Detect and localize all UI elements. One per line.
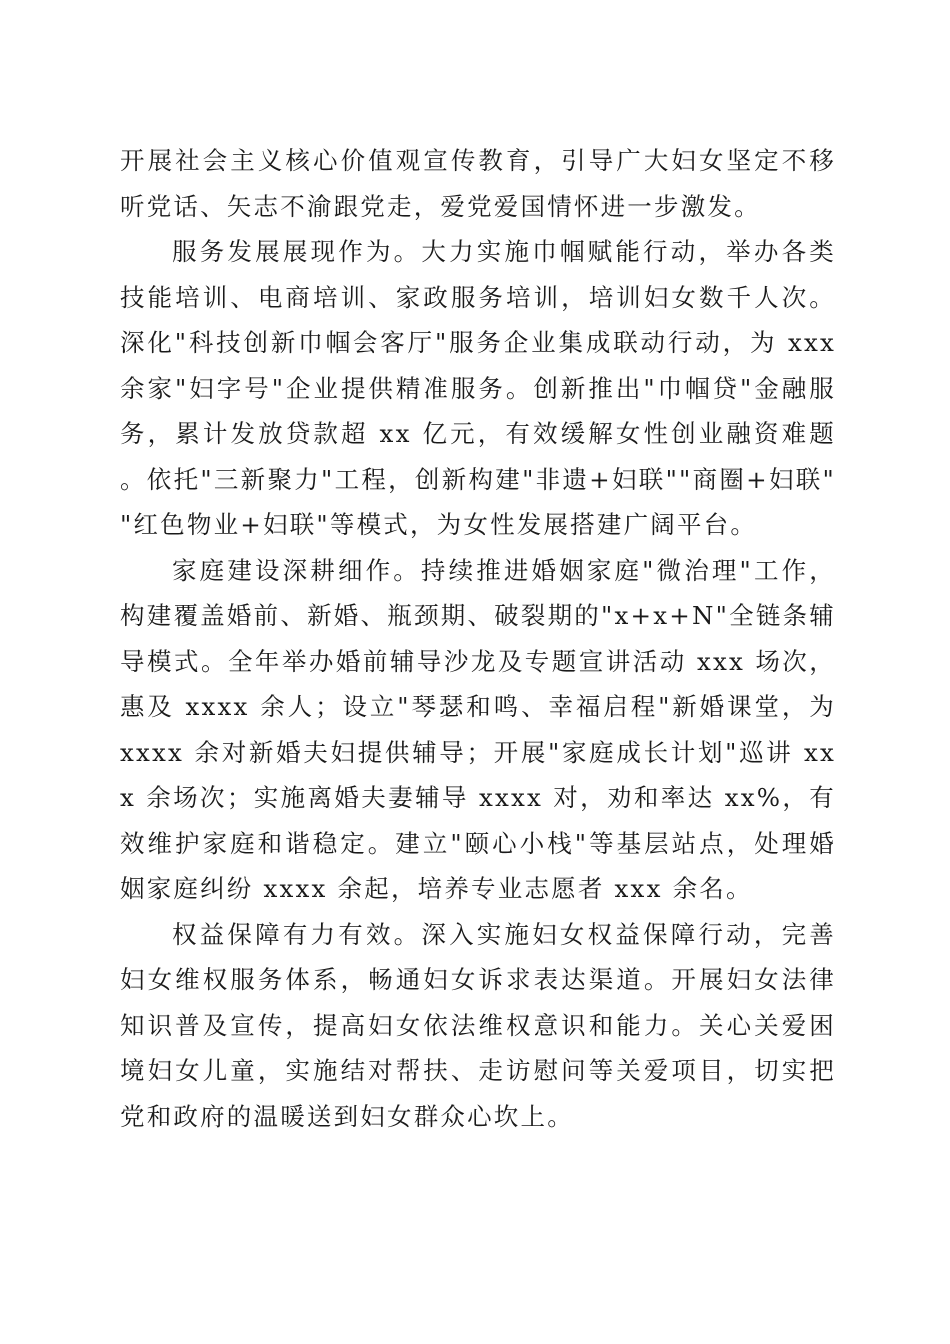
paragraph-rights-protection: 权益保障有力有效。深入实施妇女权益保障行动，完善妇女维权服务体系，畅通妇女诉求表达渠道。开展妇女法律知识普及宣传，提高妇女依法维权意识和能力。关心关爱困境妇女儿童，实施结对帮扶、走访慰问等关爱项目，切实把党和政府的温暖送到妇女群众心坎上。: [120, 919, 836, 1131]
paragraph-family-building: 家庭建设深耕细作。持续推进婚姻家庭"微治理"工作，构建覆盖婚前、新婚、瓶颈期、破裂期的"x+x+N"全链条辅导模式。全年举办婚前辅导沙龙及专题宣讲活动 xxx 场次，惠及 xxxx 余人；设立"琴瑟和鸣、幸福启程"新婚课堂，为 xxxx 余对新婚夫妇提供辅导；开展"家庭成长计划"巡讲 xxx 余场次；实施离婚夫妻辅导 xxxx 对，劝和率达 xx%，有效维护家庭和谐稳定。建立"颐心小栈"等基层站点，处理婚姻家庭纠纷 xxxx 余起，培养专业志愿者 xxx 余名。: [120, 555, 836, 903]
paragraph-service-development: 服务发展展现作为。大力实施巾帼赋能行动，举办各类技能培训、电商培训、家政服务培训，培训妇女数千人次。深化"科技创新巾帼会客厅"服务企业集成联动行动，为 xxx 余家"妇字号"企业提供精准服务。创新推出"巾帼贷"金融服务，累计发放贷款超 xx 亿元，有效缓解女性创业融资难题。依托"三新聚力"工程，创新构建"非遗+妇联""商圈+妇联""红色物业+妇联"等模式，为女性发展搭建广阔平台。: [120, 237, 836, 539]
document-page: [120, 138, 836, 1139]
paragraph-ideology: 开展社会主义核心价值观宣传教育，引导广大妇女坚定不移听党话、矢志不渝跟党走，爱党爱国情怀进一步激发。: [120, 146, 836, 221]
